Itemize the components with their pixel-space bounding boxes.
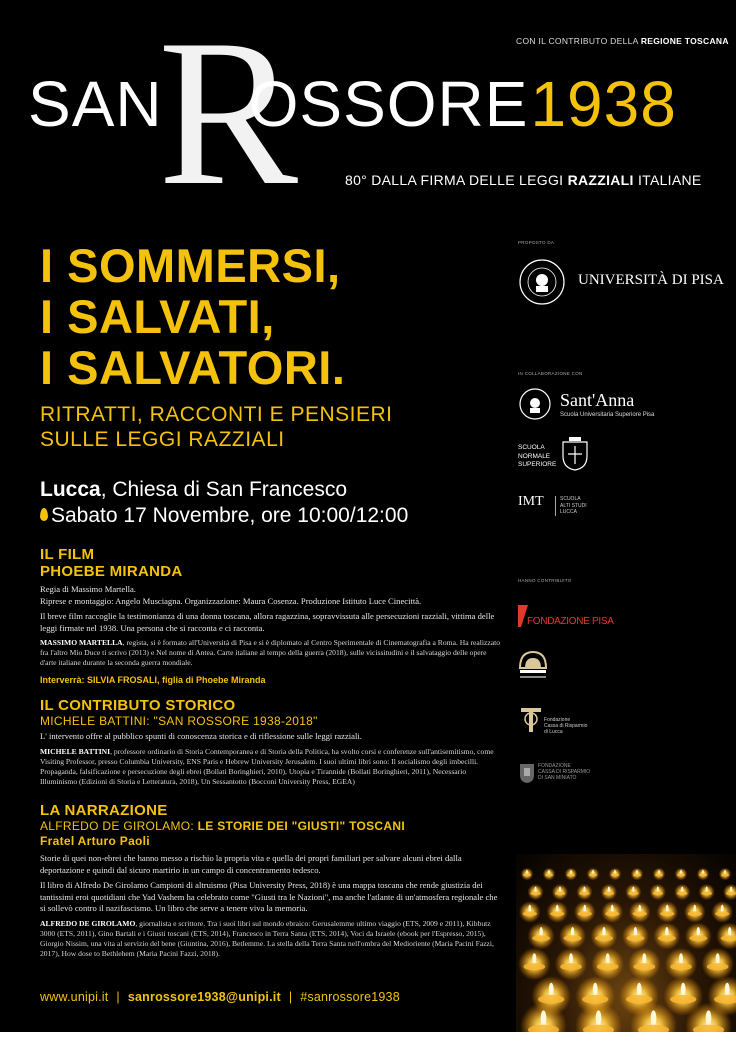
anniversary-subtitle: 80° DALLA FIRMA DELLE LEGGI RAZZIALI ITALIANE bbox=[345, 172, 702, 188]
candle-body bbox=[626, 935, 644, 941]
candle-flame bbox=[679, 953, 683, 964]
candle-flame bbox=[532, 953, 536, 964]
candle-flame bbox=[666, 905, 669, 912]
footer-contacts: www.unipi.it | sanrossore1938@unipi.it | #sanrossore1938 bbox=[40, 990, 400, 1004]
candle-flame bbox=[658, 870, 660, 874]
candle-flame bbox=[716, 953, 720, 964]
section-subtitle: MICHELE BATTINI: "SAN ROSSORE 1938-2018" bbox=[40, 714, 318, 728]
fondazione-lucca-logo-icon bbox=[518, 648, 548, 684]
candle-body bbox=[707, 963, 729, 970]
section-historical: IL CONTRIBUTO STORICO MICHELE BATTINI: "SAN ROSSORE 1938-2018" L' intervento offre al pubblico spunti di conoscenza storica e di riflessione sulle leggi razziali. MICHELE BATTINI, professore ordinario di Storia Contemporanea e di Storia della Politica, ha svolto corsi e conferenze sull'antisemitismo, come Visiting Professor, presso Columbia University, ENS Paris e Hebrew University Jerusalem. I suoi ultimi libri sono: Il socialismo degli imbecilli. Propaganda, falsificazione e persecuzione degli ebrei (Bollati Boringhieri, 2010), Utopia e Tirannide (Bollati Boringhieri, 2011), Necessario Illuminismo (Edizioni di Storia e Letteratura, 2018), Un Sessantotto (Bocconi University Press, EGEA) bbox=[40, 697, 500, 787]
section-subtitle: PHOEBE MIRANDA bbox=[40, 563, 183, 580]
candle-flame bbox=[570, 870, 572, 874]
candle-body bbox=[589, 874, 597, 877]
santanna-subtitle: Scuola Universitaria Superiore Pisa bbox=[560, 412, 655, 418]
candle-flame bbox=[549, 983, 554, 996]
cassa-san-miniato-crest-icon bbox=[518, 762, 536, 784]
candle-body bbox=[655, 874, 663, 877]
candle-body bbox=[538, 995, 564, 1004]
hashtag: #sanrossore1938 bbox=[300, 990, 400, 1004]
candle-flame bbox=[614, 870, 616, 874]
imt-logo: IMT bbox=[518, 494, 544, 509]
santanna-seal-icon bbox=[518, 387, 552, 421]
candle-body bbox=[523, 874, 531, 877]
candle-flame bbox=[548, 870, 550, 874]
candle-body bbox=[670, 995, 696, 1004]
candle-flame bbox=[642, 953, 646, 964]
candle-body bbox=[628, 892, 639, 896]
candle-flame bbox=[583, 887, 585, 892]
candle-body bbox=[530, 892, 541, 896]
section-film: IL FILM PHOEBE MIRANDA Regia di Massimo Martella. Riprese e montaggio: Angelo Musciagna. Organizzazione: Maura Cosenza. Produzione Istituto Luce Cinecittà. Il breve film raccoglie la testimonianza di una donna toscana, allora ragazzina, sopravvissuta alle persecuzioni razziali, vittima delle leggi firmate nel 1938. Una persona che si racconta e ci racconta. MASSIMO MARTELLA, regista, si è formato all'Università di Pisa e si è diplomato al Centro Sperimentale di Cinematografia a Roma. Ha realizzato fra l'altro Mio Duce ti scrivo (2013) e Nel nome di Antea. Carte italiane al tempo della guerra (2018), sulle vicissitudini e il salvataggio delle opere d'arte italiane durante la seconda guerra mondiale. Interverrà: SILVIA FROSALI, figlia di Phoebe Miranda bbox=[40, 546, 500, 685]
candle-flame bbox=[606, 953, 610, 964]
unipi-seal-icon bbox=[518, 258, 566, 306]
cassa-lucca-name: Fondazione Cassa di Risparmio di Lucca bbox=[544, 717, 588, 735]
candles-photo bbox=[516, 854, 736, 1032]
candle-flame bbox=[665, 927, 668, 936]
tagline: RITRATTI, RACCONTI E PENSIERI SULLE LEGGI RAZZIALI bbox=[40, 403, 393, 451]
candle-flame bbox=[724, 870, 726, 874]
candle-flame bbox=[611, 905, 614, 912]
candle-body bbox=[564, 935, 582, 941]
section-title: IL CONTRIBUTO STORICO bbox=[40, 697, 236, 714]
candle-flame bbox=[596, 1010, 602, 1026]
logo-big-r: R bbox=[158, 0, 293, 229]
candle-flame bbox=[526, 870, 528, 874]
venue-info bbox=[40, 477, 408, 529]
section-title: LA NARRAZIONE bbox=[40, 802, 168, 819]
candle-body bbox=[567, 874, 575, 877]
candle-body bbox=[595, 935, 613, 941]
candle-body bbox=[611, 874, 619, 877]
candle-flame bbox=[636, 870, 638, 874]
main-title-line: I SOMMERSI, bbox=[40, 239, 341, 292]
candle-body bbox=[634, 963, 656, 970]
cassa-lucca-logo-icon bbox=[518, 705, 544, 735]
candle-body bbox=[579, 892, 590, 896]
contributors-label: HANNO CONTRIBUITO bbox=[518, 578, 572, 583]
cassa-san-miniato-name: FONDAZIONE CASSA DI RISPARMIO DI SAN MINIATO bbox=[538, 763, 591, 781]
candle-body bbox=[633, 874, 641, 877]
candle-body bbox=[524, 963, 546, 970]
candle-flame bbox=[632, 887, 634, 892]
candle-flame bbox=[681, 983, 686, 996]
candle-body bbox=[689, 935, 707, 941]
candle-body bbox=[701, 892, 712, 896]
candle-body bbox=[560, 963, 582, 970]
candle-flame bbox=[680, 870, 682, 874]
venue-date: Sabato 17 Novembre, ore 10:00/12:00 bbox=[40, 503, 408, 529]
candle-flame bbox=[608, 887, 610, 892]
candle-body bbox=[660, 911, 674, 916]
main-title bbox=[40, 240, 345, 393]
candle-flame bbox=[539, 927, 542, 936]
candle-body bbox=[578, 911, 592, 916]
event-logo bbox=[28, 68, 677, 140]
candle-flame bbox=[593, 983, 598, 996]
promoted-by-label: PROPOSTO DA bbox=[518, 240, 555, 245]
imt-subtitle: SCUOLA ALTI STUDI LUCCA bbox=[555, 496, 587, 516]
website-link[interactable]: www.unipi.it bbox=[40, 990, 109, 1004]
candle-flame bbox=[592, 870, 594, 874]
candle-flame bbox=[634, 927, 637, 936]
santanna-name: Sant'Anna bbox=[560, 390, 635, 410]
candle-body bbox=[550, 911, 564, 916]
candle-flame-icon bbox=[40, 508, 48, 521]
candle-flame bbox=[657, 887, 659, 892]
candle-body bbox=[597, 963, 619, 970]
candle-flame bbox=[602, 927, 605, 936]
main-title-line: I SALVATI, bbox=[40, 290, 275, 343]
email-link[interactable]: sanrossore1938@unipi.it bbox=[127, 990, 281, 1004]
candle-body bbox=[545, 874, 553, 877]
candle-body bbox=[652, 892, 663, 896]
logo-ossore: OSSORE bbox=[248, 68, 529, 140]
candle-body bbox=[605, 911, 619, 916]
collaboration-label: IN COLLABORAZIONE CON bbox=[518, 371, 583, 376]
unipi-name: UNIVERSITÀ DI PISA bbox=[578, 272, 724, 288]
section-subtitle: ALFREDO DE GIROLAMO: LE STORIE DEI "GIUSTI" TOSCANI bbox=[40, 819, 405, 833]
fondazione-pisa-name: FONDAZIONE PISA bbox=[527, 616, 614, 627]
section-title: IL FILM bbox=[40, 546, 95, 563]
candle-body bbox=[658, 935, 676, 941]
candle-flame bbox=[730, 887, 732, 892]
candle-flame bbox=[725, 983, 730, 996]
candle-flame bbox=[637, 983, 642, 996]
candle-body bbox=[677, 874, 685, 877]
candle-body bbox=[670, 963, 692, 970]
candle-flame bbox=[528, 905, 531, 912]
bio: MICHELE BATTINI, professore ordinario di Storia Contemporanea e di Storia della Politica, ha svolto corsi e conferenze sull'antisemitismo, come Visiting Professor, presso Columbia University, ENS Paris e Hebrew University Jerusalem. I suoi ultimi libri sono: Il socialismo degli imbecilli. Propaganda, falsificazione e persecuzione degli ebrei (Bollati Boringhieri, 2010), Utopia e Tirannide (Bollati Boringhieri, 2011), Necessario Illuminismo (Edizioni di Storia e Letteratura, 2018), Un Sessantotto (Bocconi University Press, EGEA) bbox=[40, 746, 494, 787]
candle-flame bbox=[651, 1010, 657, 1026]
candle-flame bbox=[693, 905, 696, 912]
section-narration: LA NARRAZIONE ALFREDO DE GIROLAMO: LE STORIE DEI "GIUSTI" TOSCANI Fratel Arturo Paoli Storie di quei non-ebrei che hanno messo a rischio la propria vita e quella dei propri familiari per salvare alcuni ebrei dalla deportazione e quindi dal sicuro martirio in un campo di concentramento tedesco. Il libro di Alfredo De Girolamo Campioni di altruismo (Pisa University Press, 2018) è una mappa toscana che rende giustizia dei tantissimi eroi quotidiani che Yad Vashem ha celebrato come "Giusti tra le Nazioni", ma anche l'atlante di un'atmosfera regionale che si sollevò contro il nazifascismo. Un libro che serve a tenere viva la memoria. ALFREDO DE GIROLAMO, giornalista e scrittore. Tra i suoi libri sul mondo ebraico: Gerusalemme ultimo viaggio (ETS, 2009 e 2011), Kibbutz 3000 (ETS, 2011), Gino Bartali e i Giusti toscani (ETS, 2014), Francesco in Terra Santa (ETS, 2014), Voci da Israele (ebook per l'Espresso, 2015), Giorgio Nissim, una vita al servizio del bene (Giuntina, 2016), Betlemme. La stella della Terra Santa nell'ombra del Medioriente (Maria Pacini Fazzi, 2017), How dose to Bethlehem (Maria Pacini Fazzi, 2018). bbox=[40, 802, 500, 959]
candle-flame bbox=[638, 905, 641, 912]
bio: MASSIMO MARTELLA, regista, si è formato all'Università di Pisa e si è diplomato al Centro Sperimentale di Cinematografia a Roma. Ha realizzato fra l'altro Mio Duce ti scrivo (2013) e Nel nome di Antea. Carte italiane al tempo della guerra (2018), sulle vicissitudini e il salvataggio delle opere d'arte italiane durante la seconda guerra mondiale. bbox=[40, 638, 500, 668]
candle-flame bbox=[681, 887, 683, 892]
candle-body bbox=[699, 874, 707, 877]
logo-year: 1938 bbox=[530, 68, 677, 140]
candle-flame bbox=[702, 870, 704, 874]
intervention-note: Interverrà: SILVIA FROSALI, figlia di Phoebe Miranda bbox=[40, 674, 266, 685]
candle-flame bbox=[556, 905, 559, 912]
candle-flame bbox=[728, 927, 731, 936]
main-title-line: I SALVATORI. bbox=[40, 341, 346, 394]
candle-body bbox=[523, 911, 537, 916]
candle-body bbox=[721, 874, 729, 877]
candle-flame bbox=[559, 887, 561, 892]
candle-flame bbox=[571, 927, 574, 936]
candle-body bbox=[532, 935, 550, 941]
candle-body bbox=[677, 892, 688, 896]
candle-body bbox=[715, 911, 729, 916]
bio: ALFREDO DE GIROLAMO, giornalista e scrittore. Tra i suoi libri sul mondo ebraico: Gerusalemme ultimo viaggio (ETS, 2009 e 2011), Kibbutz 3000 (ETS, 2011), Gino Bartali e i Giusti toscani (ETS, 2014), Francesco in Terra Santa (ETS, 2014), Voci da Israele (ebook per l'Espresso, 2015), Giorgio Nissim, una vita al servizio del bene (Giuntina, 2016), Betlemme. La stella della Terra Santa nell'ombra del Medioriente (Maria Pacini Fazzi, 2017), How dose to Bethlehem (Maria Pacini Fazzi, 2018). bbox=[40, 918, 494, 959]
sns-name: SCUOLA NORMALE SUPERIORE bbox=[518, 444, 557, 468]
candle-body bbox=[626, 995, 652, 1004]
candle-body bbox=[633, 911, 647, 916]
logo-san: SAN bbox=[28, 68, 163, 140]
sns-crest-icon bbox=[560, 436, 590, 472]
candle-flame bbox=[583, 905, 586, 912]
candle-body bbox=[582, 995, 608, 1004]
candle-body bbox=[688, 911, 702, 916]
section-subtitle-2: Fratel Arturo Paoli bbox=[40, 834, 150, 848]
candle-flame bbox=[706, 887, 708, 892]
candle-body bbox=[555, 892, 566, 896]
venue-place: Lucca, Chiesa di San Francesco bbox=[40, 478, 347, 501]
candle-body bbox=[603, 892, 614, 896]
candle-flame bbox=[721, 905, 724, 912]
candle-flame bbox=[706, 1010, 712, 1026]
candle-flame bbox=[569, 953, 573, 964]
regional-contribution-note: CON IL CONTRIBUTO DELLA REGIONE TOSCANA bbox=[516, 36, 729, 46]
candle-flame bbox=[535, 887, 537, 892]
candle-flame bbox=[541, 1010, 547, 1026]
candle-flame bbox=[697, 927, 700, 936]
